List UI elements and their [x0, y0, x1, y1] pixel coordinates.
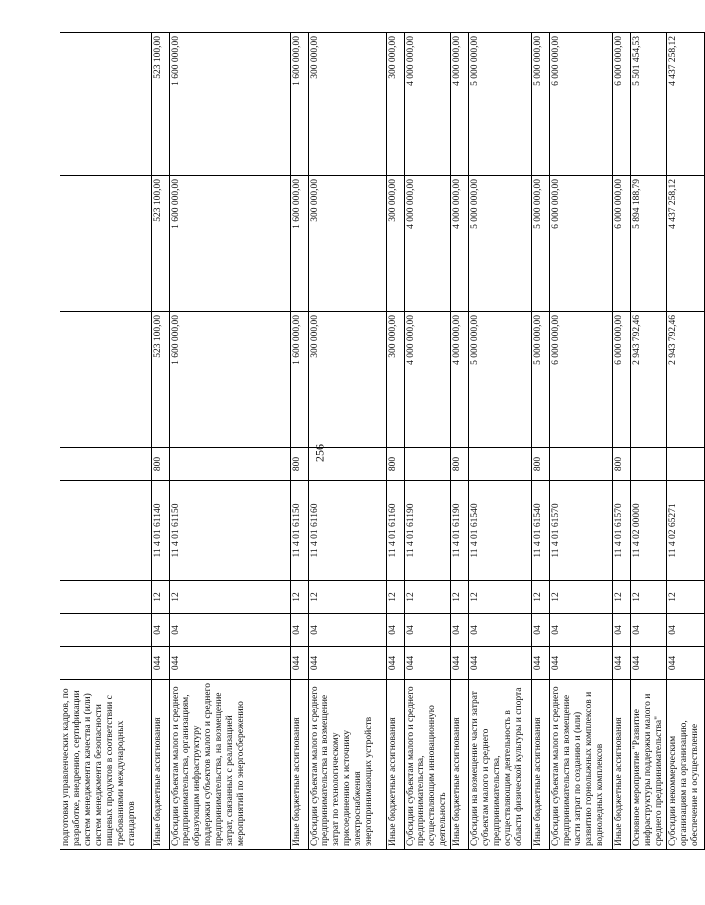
budget-item-name: Основное мероприятие "Развитие инфраструктуры поддержки малого и среднего предпринимательства" [631, 680, 667, 850]
table-row [469, 33, 532, 850]
section-code: 04 [151, 614, 169, 647]
budget-item-name: Субсидии некоммерческим организациям на организацию, обеспечение и осуществление [666, 680, 704, 850]
budget-item-name: Иные бюджетные ассигнования [386, 680, 404, 850]
table-row [386, 33, 404, 850]
amount-year-3: 300 000,00 [386, 33, 404, 176]
amount-year-1: 300 000,00 [386, 312, 404, 448]
table-row [151, 33, 169, 850]
amount-year-2: 1 600 000,00 [169, 176, 290, 312]
table-row [631, 33, 667, 850]
ministry-code: 044 [613, 647, 631, 680]
amount-year-1: 2 943 792,46 [631, 312, 667, 448]
table-row [60, 33, 151, 850]
amount-year-3: 5 000 000,00 [469, 33, 532, 176]
amount-year-2: 6 000 000,00 [550, 176, 613, 312]
amount-year-1: 300 000,00 [308, 312, 386, 448]
amount-year-3: 523 100,00 [151, 33, 169, 176]
table-row [451, 33, 469, 850]
ministry-code: 044 [469, 647, 532, 680]
amount-year-3: 4 437 258,12 [666, 33, 704, 176]
budget-table [60, 32, 705, 850]
target-article-code: 11 4 01 61150 [169, 481, 290, 581]
ministry-code: 044 [666, 647, 704, 680]
subsection-code: 12 [151, 581, 169, 614]
target-article-code: 11 4 01 61540 [469, 481, 532, 581]
amount-year-2: 4 437 258,12 [666, 176, 704, 312]
expense-type-code [308, 448, 386, 481]
amount-year-3: 1 600 000,00 [290, 33, 308, 176]
budget-item-name: подготовки управленческих кадров, по разработке, внедрению, сертификации систем менеджмента качества и (или) систем менеджмента безопасности пищевых продуктов в соответствии с требованиями международных стандартов [60, 680, 151, 850]
budget-item-name: Субсидии субъектам малого и среднего предпринимательства на возмещение части затрат по созданию и (или) развитию горнолыжных комплексов и водноледных комплексов [550, 680, 613, 850]
amount-year-2: 4 000 000,00 [451, 176, 469, 312]
table-row [404, 33, 451, 850]
section-code: 04 [451, 614, 469, 647]
amount-year-1: 4 000 000,00 [451, 312, 469, 448]
expense-type-code [404, 448, 451, 481]
subsection-code: 12 [631, 581, 667, 614]
amount-year-3: 1 600 000,00 [169, 33, 290, 176]
expense-type-code [666, 448, 704, 481]
budget-item-name: Иные бюджетные ассигнования [290, 680, 308, 850]
ministry-code: 044 [404, 647, 451, 680]
expense-type-code: 800 [451, 448, 469, 481]
target-article-code: 11 4 01 61570 [550, 481, 613, 581]
table-row [169, 33, 290, 850]
ministry-code: 044 [290, 647, 308, 680]
budget-table-body [60, 33, 704, 850]
ministry-code: 044 [631, 647, 667, 680]
target-article-code: 11 4 01 61570 [613, 481, 631, 581]
expense-type-code [169, 448, 290, 481]
section-code: 04 [169, 614, 290, 647]
amount-year-3: 6 000 000,00 [550, 33, 613, 176]
expense-type-code: 800 [290, 448, 308, 481]
amount-year-1: 5 000 000,00 [532, 312, 550, 448]
subsection-code: 12 [613, 581, 631, 614]
subsection-code: 12 [532, 581, 550, 614]
section-code: 04 [404, 614, 451, 647]
budget-item-name: Субсидии субъектам малого и среднего предпринимательства, организациям, образующим инфраструктуру поддержки субъектов малого и среднего предпринимательства, на возмещение затрат, связанных с реализацией мероприятий по энергосбережению [169, 680, 290, 850]
ministry-code: 044 [550, 647, 613, 680]
amount-year-1: 1 600 000,00 [169, 312, 290, 448]
budget-item-name: Иные бюджетные ассигнования [451, 680, 469, 850]
amount-year-1: 4 000 000,00 [404, 312, 451, 448]
amount-year-3: 300 000,00 [308, 33, 386, 176]
amount-year-1: 523 100,00 [151, 312, 169, 448]
section-code: 04 [290, 614, 308, 647]
amount-year-2: 5 894 188,79 [631, 176, 667, 312]
amount-year-2: 6 000 000,00 [613, 176, 631, 312]
amount-year-2: 5 000 000,00 [532, 176, 550, 312]
table-row [290, 33, 308, 850]
target-article-code [60, 481, 151, 581]
section-code: 04 [469, 614, 532, 647]
expense-type-code: 800 [613, 448, 631, 481]
section-code: 04 [386, 614, 404, 647]
section-code: 04 [308, 614, 386, 647]
subsection-code: 12 [469, 581, 532, 614]
ministry-code: 044 [169, 647, 290, 680]
amount-year-2: 1 600 000,00 [290, 176, 308, 312]
page-number-text: 256 [312, 444, 327, 462]
amount-year-2: 300 000,00 [308, 176, 386, 312]
expense-type-code [550, 448, 613, 481]
budget-item-name: Иные бюджетные ассигнования [532, 680, 550, 850]
expense-type-code: 800 [386, 448, 404, 481]
subsection-code: 12 [550, 581, 613, 614]
subsection-code: 12 [451, 581, 469, 614]
budget-item-name: Иные бюджетные ассигнования [151, 680, 169, 850]
subsection-code: 12 [169, 581, 290, 614]
amount-year-3: 4 000 000,00 [404, 33, 451, 176]
subsection-code [60, 581, 151, 614]
amount-year-2 [60, 176, 151, 312]
section-code [60, 614, 151, 647]
target-article-code: 11 4 01 61540 [532, 481, 550, 581]
budget-item-name: Субсидии на возмещение части затрат субъектам малого и среднего предпринимательства, осуществляющим деятельность в области физической культуры и спорта [469, 680, 532, 850]
table-row [308, 33, 386, 850]
target-article-code: 11 4 01 61160 [386, 481, 404, 581]
amount-year-1: 5 000 000,00 [469, 312, 532, 448]
expense-type-code: 800 [151, 448, 169, 481]
amount-year-2: 5 000 000,00 [469, 176, 532, 312]
amount-year-3: 5 000 000,00 [532, 33, 550, 176]
expense-type-code: 800 [532, 448, 550, 481]
amount-year-1 [60, 312, 151, 448]
table-row [613, 33, 631, 850]
section-code: 04 [532, 614, 550, 647]
ministry-code: 044 [386, 647, 404, 680]
subsection-code: 12 [308, 581, 386, 614]
table-row [550, 33, 613, 850]
amount-year-3: 4 000 000,00 [451, 33, 469, 176]
budget-item-name: Субсидии субъектам малого и среднего предпринимательства на возмещение затрат по технологическому присоединению к источнику электроснабжения энергопринимающих устройств [308, 680, 386, 850]
target-article-code: 11 4 02 65271 [666, 481, 704, 581]
amount-year-1: 2 943 792,46 [666, 312, 704, 448]
amount-year-2: 523 100,00 [151, 176, 169, 312]
amount-year-3: 5 501 454,53 [631, 33, 667, 176]
target-article-code: 11 4 01 61150 [290, 481, 308, 581]
target-article-code: 11 4 01 61160 [308, 481, 386, 581]
budget-table-frame [60, 33, 700, 850]
budget-item-name: Субсидии субъектам малого и среднего предпринимательства, осуществляющим инновационную деятельность [404, 680, 451, 850]
amount-year-3 [60, 33, 151, 176]
expense-type-code [469, 448, 532, 481]
expense-type-code [60, 448, 151, 481]
ministry-code: 044 [532, 647, 550, 680]
section-code: 04 [631, 614, 667, 647]
target-article-code: 11 4 02 00000 [631, 481, 667, 581]
target-article-code: 11 4 01 61140 [151, 481, 169, 581]
section-code: 04 [666, 614, 704, 647]
amount-year-1: 1 600 000,00 [290, 312, 308, 448]
amount-year-2: 4 000 000,00 [404, 176, 451, 312]
section-code: 04 [550, 614, 613, 647]
amount-year-1: 6 000 000,00 [613, 312, 631, 448]
subsection-code: 12 [386, 581, 404, 614]
subsection-code: 12 [290, 581, 308, 614]
ministry-code [60, 647, 151, 680]
ministry-code: 044 [451, 647, 469, 680]
amount-year-3: 6 000 000,00 [613, 33, 631, 176]
amount-year-2: 300 000,00 [386, 176, 404, 312]
subsection-code: 12 [404, 581, 451, 614]
expense-type-code [631, 448, 667, 481]
section-code: 04 [613, 614, 631, 647]
target-article-code: 11 4 01 61190 [451, 481, 469, 581]
amount-year-1: 6 000 000,00 [550, 312, 613, 448]
budget-item-name: Иные бюджетные ассигнования [613, 680, 631, 850]
ministry-code: 044 [151, 647, 169, 680]
subsection-code: 12 [666, 581, 704, 614]
ministry-code: 044 [308, 647, 386, 680]
table-row [532, 33, 550, 850]
table-row [666, 33, 704, 850]
target-article-code: 11 4 01 61190 [404, 481, 451, 581]
